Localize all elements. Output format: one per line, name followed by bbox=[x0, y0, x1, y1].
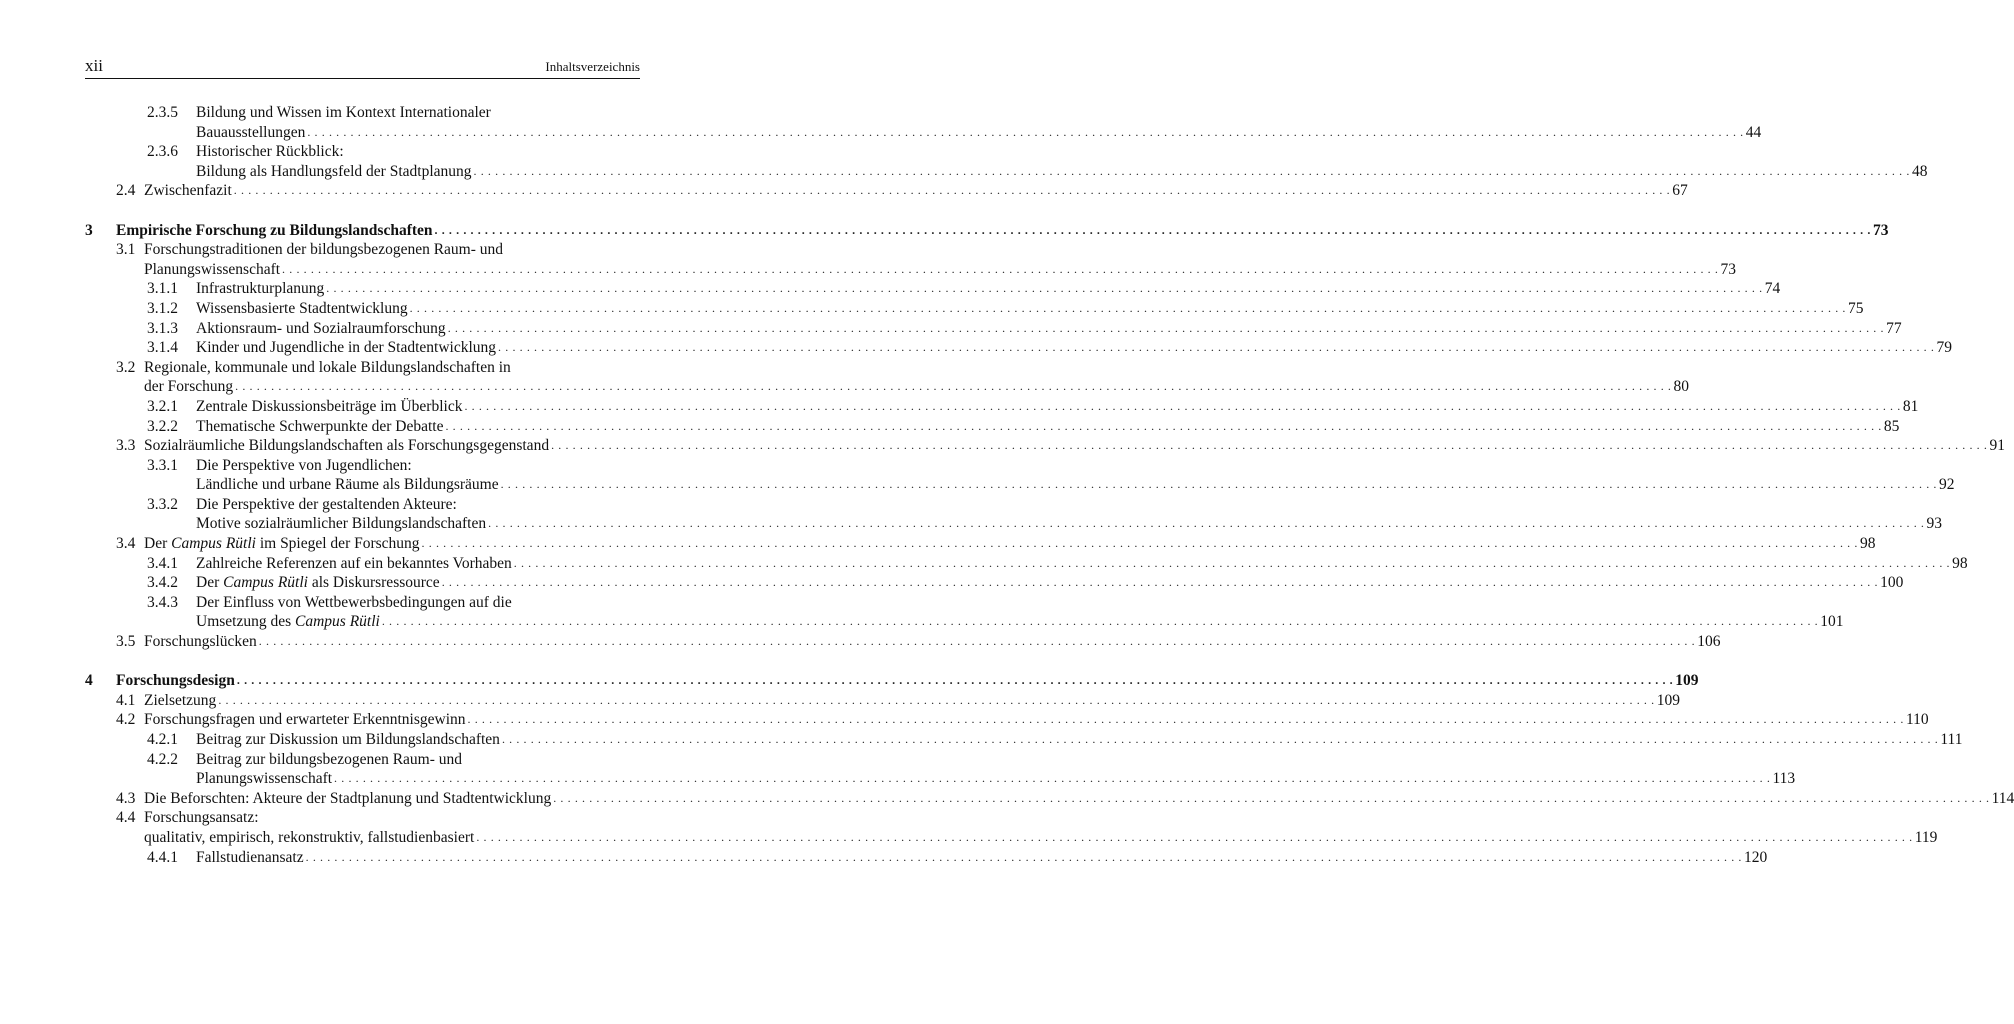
dot-leader: . . . . . . . . . . . . . . . . . . . . . . . . . . . . . . . . . . . . . . . . . . . . . . . . . . . . . . . . . . . . . . . . . . . . . . . . . . . . . . . . . . . . . . . . . . . . . . . . . . . . . . . . . . . . . . . . . . . . . . . . . . . . . . . . . . . . . . . . . . . . . . . . . . . . . . . . . . . . . . . . . . . . . . . . . . . . . . . . . . . . . . . . . . . . . . . . . . . . . . . . bbox=[218, 692, 1655, 707]
dot-leader: . . . . . . . . . . . . . . . . . . . . . . . . . . . . . . . . . . . . . . . . . . . . . . . . . . . . . . . . . . . . . . . . . . . . . . . . . . . . . . . . . . . . . . . . . . . . . . . . . . . . . . . . . . . . . . . . . . . . . . . . . . . . . . . . . . . . . . . . . . . . . . . . . . . . . . . . . . . . . . . . . . . . . . . . . . . . . . . . . . . . . . . . . . . . . . . . . . . . . . . . bbox=[236, 673, 1674, 688]
toc-entry-title-part: Zwischenfazit bbox=[144, 182, 232, 200]
toc-entry-number: 2.3.5 bbox=[147, 104, 178, 121]
toc-entry-number: 3.4.1 bbox=[147, 554, 178, 572]
toc-entry-page: 79 bbox=[1936, 339, 1952, 357]
toc-entry-page: 48 bbox=[1911, 162, 1928, 180]
toc-entry-number: 4.1 bbox=[116, 691, 136, 709]
dot-leader: . . . . . . . . . . . . . . . . . . . . . . . . . . . . . . . . . . . . . . . . . . . . . . . . . . . . . . . . . . . . . . . . . . . . . . . . . . . . . . . . . . . . . . . . . . . . . . . . . . . . . . . . . . . . . . . . . . . . . . . . . . . . . . . . . . . . . . . . . . . . . . . . . . . . . . . . . . . . . . . . . . . . . . . . . . . . . . . . . . . . . . . . . . . . . . . . . . . . . . . . bbox=[434, 222, 1871, 237]
toc-entry-page: 101 bbox=[1820, 613, 1844, 631]
toc-entry-title bbox=[196, 397, 462, 417]
toc-entry bbox=[85, 377, 1690, 397]
dot-leader: . . . . . . . . . . . . . . . . . . . . . . . . . . . . . . . . . . . . . . . . . . . . . . . . . . . . . . . . . . . . . . . . . . . . . . . . . . . . . . . . . . . . . . . . . . . . . . . . . . . . . . . . . . . . . . . . . . . . . . . . . . . . . . . . . . . . . . . . . . . . . . . . . . . . . . . . . . . . . . . . . . . . . . . . . . . . . . . . . . . . . . . . . . . . . . . . . . . . . . . . bbox=[421, 536, 1858, 551]
toc-entry bbox=[85, 789, 2014, 809]
toc-entry bbox=[85, 632, 1721, 652]
toc-entry-title bbox=[196, 417, 443, 437]
toc-entry-number: 3.5 bbox=[116, 633, 136, 651]
toc-entry-title bbox=[196, 279, 324, 299]
toc-entry bbox=[85, 691, 1680, 711]
toc-entry-page: 110 bbox=[1905, 711, 1929, 729]
toc-entry bbox=[85, 142, 640, 162]
toc-entry-page: 109 bbox=[1675, 672, 1699, 690]
toc-entry-page: 92 bbox=[1939, 476, 1955, 494]
toc-entry-title-part: als Diskursressource bbox=[307, 574, 440, 592]
toc-entry bbox=[85, 848, 1768, 868]
toc-entry-title-part: qualitativ, empirisch, rekonstruktiv, fallstudienbasiert bbox=[144, 828, 475, 846]
toc-entry-number: 3.4.3 bbox=[147, 593, 178, 611]
toc-entry bbox=[85, 750, 640, 770]
toc-entry-page: 98 bbox=[1859, 535, 1876, 553]
toc-entry-page: 120 bbox=[1744, 848, 1768, 866]
dot-leader: . . . . . . . . . . . . . . . . . . . . . . . . . . . . . . . . . . . . . . . . . . . . . . . . . . . . . . . . . . . . . . . . . . . . . . . . . . . . . . . . . . . . . . . . . . . . . . . . . . . . . . . . . . . . . . . . . . . . . . . . . . . . . . . . . . . . . . . . . . . . . . . . . . . . . . . . . . . . . . . . . . . . . . . . . . . . . . . . . . . . . . . . . . . . . . . . . . . . . . . . bbox=[500, 477, 1938, 492]
running-title: Inhaltsverzeichnis bbox=[545, 59, 640, 74]
toc-entry-page: 91 bbox=[1989, 437, 2005, 455]
toc-entry bbox=[85, 417, 1900, 437]
toc-entry-title bbox=[144, 436, 549, 456]
toc-entry-title bbox=[144, 240, 503, 260]
dot-leader: . . . . . . . . . . . . . . . . . . . . . . . . . . . . . . . . . . . . . . . . . . . . . . . . . . . . . . . . . . . . . . . . . . . . . . . . . . . . . . . . . . . . . . . . . . . . . . . . . . . . . . . . . . . . . . . . . . . . . . . . . . . . . . . . . . . . . . . . . . . . . . . . . . . . . . . . . . . . . . . . . . . . . . . . . . . . . . . . . . . . . . . . . . . . . . . . . . . . . . . . bbox=[307, 124, 1744, 139]
toc-entry-title-part: Beitrag zur Diskussion um Bildungslandschaften bbox=[196, 731, 500, 748]
toc-entry-page: 73 bbox=[1720, 260, 1736, 278]
toc-entry-title-part: Forschungstraditionen der bildungsbezogenen Raum- und bbox=[144, 241, 504, 259]
toc-entry-title bbox=[196, 495, 457, 515]
toc-entry-title-part: Campus Rütli bbox=[295, 613, 380, 631]
toc-entry-page: 100 bbox=[1880, 574, 1904, 592]
toc-entry-page: 75 bbox=[1848, 299, 1864, 317]
dot-leader: . . . . . . . . . . . . . . . . . . . . . . . . . . . . . . . . . . . . . . . . . . . . . . . . . . . . . . . . . . . . . . . . . . . . . . . . . . . . . . . . . . . . . . . . . . . . . . . . . . . . . . . . . . . . . . . . . . . . . . . . . . . . . . . . . . . . . . . . . . . . . . . . . . . . . . . . . . . . . . . . . . . . . . . . . . . . . . . . . . . . . . . . . . . . . . . . . . . . . . . . bbox=[553, 790, 1990, 805]
toc-entry-title-part: Umsetzung des bbox=[196, 613, 296, 631]
running-header bbox=[85, 56, 640, 79]
toc-entry-page: 80 bbox=[1673, 378, 1690, 396]
toc-entry-title bbox=[196, 142, 344, 162]
toc-entry-title-part: Bildung als Handlungsfeld der Stadtplanung bbox=[196, 162, 472, 180]
toc-entry-title-part: Regionale, kommunale und lokale Bildungslandschaften in bbox=[144, 358, 511, 376]
toc-entry-title bbox=[196, 554, 512, 574]
toc-entry-title-part: Der bbox=[144, 535, 172, 553]
toc-entry bbox=[85, 279, 1781, 299]
toc-entry-title-part: Campus Rütli bbox=[171, 535, 256, 553]
toc-entry bbox=[85, 554, 1968, 574]
toc-entry-title bbox=[196, 475, 499, 495]
toc-entry-number: 3.1 bbox=[116, 241, 136, 259]
toc-entry-page: 85 bbox=[1883, 417, 1900, 435]
toc-entry-title-part: Infrastrukturplanung bbox=[196, 280, 325, 298]
toc-entry-number: 4.2.1 bbox=[147, 731, 178, 748]
dot-leader: . . . . . . . . . . . . . . . . . . . . . . . . . . . . . . . . . . . . . . . . . . . . . . . . . . . . . . . . . . . . . . . . . . . . . . . . . . . . . . . . . . . . . . . . . . . . . . . . . . . . . . . . . . . . . . . . . . . . . . . . . . . . . . . . . . . . . . . . . . . . . . . . . . . . . . . . . . . . . . . . . . . . . . . . . . . . . . . . . . . . . . . . . . . . . . . . . . . . . . . . bbox=[464, 398, 1901, 413]
toc-entry-page: 113 bbox=[1772, 770, 1796, 788]
toc-entry-title bbox=[144, 710, 466, 730]
toc-entry bbox=[85, 475, 1955, 495]
toc-entry-title bbox=[196, 162, 472, 182]
toc-entry-title bbox=[144, 691, 216, 711]
toc-entry bbox=[85, 808, 640, 828]
toc-entry-title bbox=[196, 514, 486, 534]
toc-entry bbox=[85, 123, 1762, 143]
toc-entry-title-part: Planungswissenschaft bbox=[196, 770, 333, 788]
toc-entry-title bbox=[196, 456, 412, 476]
toc-entry-title-part: Campus Rütli bbox=[223, 574, 308, 592]
toc-entry-number: 3.1.1 bbox=[147, 280, 178, 298]
toc-entry bbox=[85, 162, 1928, 182]
toc-entry bbox=[85, 514, 1943, 534]
toc-entry-page: 109 bbox=[1656, 691, 1680, 709]
toc-entry-number: 4 bbox=[85, 672, 93, 690]
toc-entry-title bbox=[144, 181, 232, 201]
toc-entry-title-part: Zentrale Diskussionsbeiträge im Überblick bbox=[196, 397, 463, 415]
toc-entry bbox=[85, 730, 1963, 750]
toc-entry-page: 67 bbox=[1672, 182, 1688, 200]
toc-entry-page: 77 bbox=[1886, 319, 1902, 337]
toc-entry bbox=[85, 260, 1736, 280]
toc-entry-page: 119 bbox=[1914, 828, 1938, 846]
toc-entry-number: 3.1.4 bbox=[147, 339, 178, 357]
toc-entry-title bbox=[144, 377, 233, 397]
dot-leader: . . . . . . . . . . . . . . . . . . . . . . . . . . . . . . . . . . . . . . . . . . . . . . . . . . . . . . . . . . . . . . . . . . . . . . . . . . . . . . . . . . . . . . . . . . . . . . . . . . . . . . . . . . . . . . . . . . . . . . . . . . . . . . . . . . . . . . . . . . . . . . . . . . . . . . . . . . . . . . . . . . . . . . . . . . . . . . . . . . . . . . . . . . . . . . . . . . . . . . . . bbox=[233, 183, 1671, 198]
toc-entry-title-part: Der bbox=[196, 574, 224, 592]
toc-entry-title-part: Die Perspektive von Jugendlichen: bbox=[196, 456, 412, 474]
toc-entry-number: 3.1.3 bbox=[147, 319, 178, 337]
toc-entry bbox=[85, 828, 1938, 848]
toc-entry bbox=[85, 240, 640, 260]
dot-leader: . . . . . . . . . . . . . . . . . . . . . . . . . . . . . . . . . . . . . . . . . . . . . . . . . . . . . . . . . . . . . . . . . . . . . . . . . . . . . . . . . . . . . . . . . . . . . . . . . . . . . . . . . . . . . . . . . . . . . . . . . . . . . . . . . . . . . . . . . . . . . . . . . . . . . . . . . . . . . . . . . . . . . . . . . . . . . . . . . . . . . . . . . . . . . . . . . . . . . . . . bbox=[445, 418, 1882, 433]
toc-entry-title bbox=[144, 534, 420, 554]
dot-leader: . . . . . . . . . . . . . . . . . . . . . . . . . . . . . . . . . . . . . . . . . . . . . . . . . . . . . . . . . . . . . . . . . . . . . . . . . . . . . . . . . . . . . . . . . . . . . . . . . . . . . . . . . . . . . . . . . . . . . . . . . . . . . . . . . . . . . . . . . . . . . . . . . . . . . . . . . . . . . . . . . . . . . . . . . . . . . . . . . . . . . . . . . . . . . . . . . . . . . . . . bbox=[441, 575, 1879, 590]
toc-entry-title-part: Zielsetzung bbox=[144, 691, 217, 709]
toc-entry-number: 3.3 bbox=[116, 437, 136, 455]
toc-entry-title-part: Forschungslücken bbox=[144, 633, 257, 651]
toc-entry bbox=[85, 397, 1919, 417]
toc-entry bbox=[85, 319, 1902, 339]
toc-entry-title-part: Bauausstellungen bbox=[196, 123, 306, 141]
toc-entry-number: 3.1.2 bbox=[147, 299, 178, 317]
toc-entry bbox=[85, 456, 640, 476]
toc-entry-page: 73 bbox=[1872, 221, 1889, 239]
toc-entry bbox=[85, 671, 1699, 691]
toc-entry-title-part: Planungswissenschaft bbox=[144, 260, 281, 278]
toc-entry bbox=[85, 103, 640, 123]
toc-entry-title bbox=[144, 789, 551, 809]
dot-leader: . . . . . . . . . . . . . . . . . . . . . . . . . . . . . . . . . . . . . . . . . . . . . . . . . . . . . . . . . . . . . . . . . . . . . . . . . . . . . . . . . . . . . . . . . . . . . . . . . . . . . . . . . . . . . . . . . . . . . . . . . . . . . . . . . . . . . . . . . . . . . . . . . . . . . . . . . . . . . . . . . . . . . . . . . . . . . . . . . . . . . . . . . . . . . . . . . . . . . . . . bbox=[326, 281, 1763, 296]
toc-entry-page: 114 bbox=[1991, 789, 2014, 807]
toc-entry-title-part: Bildung und Wissen im Kontext Internationaler bbox=[196, 104, 491, 121]
dot-leader: . . . . . . . . . . . . . . . . . . . . . . . . . . . . . . . . . . . . . . . . . . . . . . . . . . . . . . . . . . . . . . . . . . . . . . . . . . . . . . . . . . . . . . . . . . . . . . . . . . . . . . . . . . . . . . . . . . . . . . . . . . . . . . . . . . . . . . . . . . . . . . . . . . . . . . . . . . . . . . . . . . . . . . . . . . . . . . . . . . . . . . . . . . . . . . . . . . . . . . . . bbox=[305, 849, 1743, 864]
toc-entry-title-part: Forschungsdesign bbox=[116, 672, 235, 690]
toc-entry-number: 4.4.1 bbox=[147, 848, 178, 866]
toc-entry-title-part: der Forschung bbox=[144, 378, 234, 396]
toc-entry-title bbox=[144, 358, 511, 378]
dot-leader: . . . . . . . . . . . . . . . . . . . . . . . . . . . . . . . . . . . . . . . . . . . . . . . . . . . . . . . . . . . . . . . . . . . . . . . . . . . . . . . . . . . . . . . . . . . . . . . . . . . . . . . . . . . . . . . . . . . . . . . . . . . . . . . . . . . . . . . . . . . . . . . . . . . . . . . . . . . . . . . . . . . . . . . . . . . . . . . . . . . . . . . . . . . . . . . . . . . . . . . . bbox=[476, 829, 1913, 844]
dot-leader: . . . . . . . . . . . . . . . . . . . . . . . . . . . . . . . . . . . . . . . . . . . . . . . . . . . . . . . . . . . . . . . . . . . . . . . . . . . . . . . . . . . . . . . . . . . . . . . . . . . . . . . . . . . . . . . . . . . . . . . . . . . . . . . . . . . . . . . . . . . . . . . . . . . . . . . . . . . . . . . . . . . . . . . . . . . . . . . . . . . . . . . . . . . . . . . . . . . . . . . . bbox=[334, 771, 1771, 786]
toc-entry-title bbox=[144, 808, 259, 828]
toc-entry-title bbox=[196, 573, 440, 593]
toc-entry-title-part: im Spiegel der Forschung bbox=[255, 535, 420, 553]
toc-entry-title-part: Historischer Rückblick: bbox=[196, 143, 344, 161]
toc-entry-title-part: Kinder und Jugendliche in der Stadtentwicklung bbox=[196, 339, 497, 357]
toc-entry-title-part: Thematische Schwerpunkte der Debatte bbox=[196, 417, 444, 435]
toc-entry-title-part: Forschungsfragen und erwarteter Erkenntnisgewinn bbox=[144, 711, 466, 729]
toc-entry-page: 74 bbox=[1764, 280, 1781, 298]
toc-entry-page: 106 bbox=[1697, 633, 1721, 651]
toc-entry bbox=[85, 769, 1796, 789]
toc-entry-title bbox=[196, 299, 408, 319]
toc-entry-number: 3.2.1 bbox=[147, 397, 178, 415]
toc-entry-title-part: Beitrag zur bildungsbezogenen Raum- und bbox=[196, 750, 463, 768]
toc-entry bbox=[85, 612, 1844, 632]
toc-entry-title-part: Die Beforschten: Akteure der Stadtplanung und Stadtentwicklung bbox=[144, 789, 552, 807]
toc-entry-title bbox=[196, 769, 332, 789]
toc-entry-number: 2.4 bbox=[116, 182, 136, 200]
toc-entry-title-part: Wissensbasierte Stadtentwicklung bbox=[196, 299, 408, 317]
toc-entry-page: 98 bbox=[1952, 554, 1968, 572]
toc-entry-title-part: Empirische Forschung zu Bildungslandschaften bbox=[116, 221, 433, 239]
toc-entry-number: 4.3 bbox=[116, 789, 136, 807]
toc-entry bbox=[85, 534, 1876, 554]
toc-entry bbox=[85, 358, 640, 378]
toc-entry bbox=[85, 573, 1904, 593]
toc-entry-number: 3.4 bbox=[116, 535, 136, 553]
toc-entry-number: 3.2 bbox=[116, 358, 136, 376]
toc-entry bbox=[85, 710, 1929, 730]
toc-entry-title-part: Fallstudienansatz bbox=[196, 848, 304, 866]
toc-entry-title-part: Sozialräumliche Bildungslandschaften als Forschungsgegenstand bbox=[144, 437, 550, 455]
dot-leader: . . . . . . . . . . . . . . . . . . . . . . . . . . . . . . . . . . . . . . . . . . . . . . . . . . . . . . . . . . . . . . . . . . . . . . . . . . . . . . . . . . . . . . . . . . . . . . . . . . . . . . . . . . . . . . . . . . . . . . . . . . . . . . . . . . . . . . . . . . . . . . . . . . . . . . . . . . . . . . . . . . . . . . . . . . . . . . . . . . . . . . . . . . . . . . . . . . . . . . . . bbox=[409, 300, 1847, 315]
dot-leader: . . . . . . . . . . . . . . . . . . . . . . . . . . . . . . . . . . . . . . . . . . . . . . . . . . . . . . . . . . . . . . . . . . . . . . . . . . . . . . . . . . . . . . . . . . . . . . . . . . . . . . . . . . . . . . . . . . . . . . . . . . . . . . . . . . . . . . . . . . . . . . . . . . . . . . . . . . . . . . . . . . . . . . . . . . . . . . . . . . . . . . . . . . . . . . . . . . . . . . . . bbox=[447, 320, 1885, 335]
toc-entry-title bbox=[144, 828, 474, 848]
dot-leader: . . . . . . . . . . . . . . . . . . . . . . . . . . . . . . . . . . . . . . . . . . . . . . . . . . . . . . . . . . . . . . . . . . . . . . . . . . . . . . . . . . . . . . . . . . . . . . . . . . . . . . . . . . . . . . . . . . . . . . . . . . . . . . . . . . . . . . . . . . . . . . . . . . . . . . . . . . . . . . . . . . . . . . . . . . . . . . . . . . . . . . . . . . . . . . . . . . . . . . . . bbox=[551, 438, 1988, 453]
toc-entry-title bbox=[116, 221, 433, 241]
toc-entry-number: 4.4 bbox=[116, 809, 136, 827]
toc-entry bbox=[85, 221, 1889, 241]
dot-leader: . . . . . . . . . . . . . . . . . . . . . . . . . . . . . . . . . . . . . . . . . . . . . . . . . . . . . . . . . . . . . . . . . . . . . . . . . . . . . . . . . . . . . . . . . . . . . . . . . . . . . . . . . . . . . . . . . . . . . . . . . . . . . . . . . . . . . . . . . . . . . . . . . . . . . . . . . . . . . . . . . . . . . . . . . . . . . . . . . . . . . . . . . . . . . . . . . . . . . . . . bbox=[498, 340, 1935, 355]
toc-entry-number: 3.3.1 bbox=[147, 456, 178, 474]
toc-entry-page: 81 bbox=[1902, 397, 1919, 415]
toc-entry-title bbox=[196, 123, 305, 143]
dot-leader: . . . . . . . . . . . . . . . . . . . . . . . . . . . . . . . . . . . . . . . . . . . . . . . . . . . . . . . . . . . . . . . . . . . . . . . . . . . . . . . . . . . . . . . . . . . . . . . . . . . . . . . . . . . . . . . . . . . . . . . . . . . . . . . . . . . . . . . . . . . . . . . . . . . . . . . . . . . . . . . . . . . . . . . . . . . . . . . . . . . . . . . . . . . . . . . . . . . . . . . . bbox=[381, 614, 1819, 629]
table-of-contents bbox=[85, 103, 2014, 867]
toc-entry-number: 4.2 bbox=[116, 711, 136, 729]
dot-leader: . . . . . . . . . . . . . . . . . . . . . . . . . . . . . . . . . . . . . . . . . . . . . . . . . . . . . . . . . . . . . . . . . . . . . . . . . . . . . . . . . . . . . . . . . . . . . . . . . . . . . . . . . . . . . . . . . . . . . . . . . . . . . . . . . . . . . . . . . . . . . . . . . . . . . . . . . . . . . . . . . . . . . . . . . . . . . . . . . . . . . . . . . . . . . . . . . . . . . . . . bbox=[488, 516, 1925, 531]
toc-entry bbox=[85, 593, 640, 613]
toc-entry bbox=[85, 338, 1952, 358]
toc-entry-page: 44 bbox=[1745, 123, 1762, 141]
toc-entry-title bbox=[196, 848, 304, 868]
toc-entry-title-part: Die Perspektive der gestaltenden Akteure: bbox=[196, 495, 457, 513]
toc-entry-title bbox=[196, 338, 496, 358]
dot-leader: . . . . . . . . . . . . . . . . . . . . . . . . . . . . . . . . . . . . . . . . . . . . . . . . . . . . . . . . . . . . . . . . . . . . . . . . . . . . . . . . . . . . . . . . . . . . . . . . . . . . . . . . . . . . . . . . . . . . . . . . . . . . . . . . . . . . . . . . . . . . . . . . . . . . . . . . . . . . . . . . . . . . . . . . . . . . . . . . . . . . . . . . . . . . . . . . . . . . . . . . bbox=[235, 379, 1672, 394]
toc-entry-title-part: Aktionsraum- und Sozialraumforschung bbox=[196, 319, 446, 337]
toc-entry-title bbox=[144, 260, 280, 280]
toc-entry-title-part: Motive sozialräumlicher Bildungslandschaften bbox=[196, 515, 487, 533]
toc-entry-title bbox=[116, 671, 235, 691]
toc-entry bbox=[85, 436, 2005, 456]
toc-entry-title bbox=[196, 730, 500, 750]
toc-entry-number: 4.2.2 bbox=[147, 750, 178, 768]
toc-entry-number: 3.3.2 bbox=[147, 495, 178, 513]
toc-entry-page: 93 bbox=[1926, 515, 1943, 533]
toc-entry-title bbox=[196, 612, 380, 632]
toc-entry-number: 2.3.6 bbox=[147, 143, 178, 161]
toc-entry-title bbox=[196, 593, 512, 613]
dot-leader: . . . . . . . . . . . . . . . . . . . . . . . . . . . . . . . . . . . . . . . . . . . . . . . . . . . . . . . . . . . . . . . . . . . . . . . . . . . . . . . . . . . . . . . . . . . . . . . . . . . . . . . . . . . . . . . . . . . . . . . . . . . . . . . . . . . . . . . . . . . . . . . . . . . . . . . . . . . . . . . . . . . . . . . . . . . . . . . . . . . . . . . . . . . . . . . . . . . . . . . . bbox=[258, 634, 1696, 649]
toc-entry-title bbox=[196, 103, 491, 123]
toc-entry-title-part: Zahlreiche Referenzen auf ein bekanntes Vorhaben bbox=[196, 554, 512, 572]
dot-leader: . . . . . . . . . . . . . . . . . . . . . . . . . . . . . . . . . . . . . . . . . . . . . . . . . . . . . . . . . . . . . . . . . . . . . . . . . . . . . . . . . . . . . . . . . . . . . . . . . . . . . . . . . . . . . . . . . . . . . . . . . . . . . . . . . . . . . . . . . . . . . . . . . . . . . . . . . . . . . . . . . . . . . . . . . . . . . . . . . . . . . . . . . . . . . . . . . . . . . . . . bbox=[501, 732, 1939, 746]
dot-leader: . . . . . . . . . . . . . . . . . . . . . . . . . . . . . . . . . . . . . . . . . . . . . . . . . . . . . . . . . . . . . . . . . . . . . . . . . . . . . . . . . . . . . . . . . . . . . . . . . . . . . . . . . . . . . . . . . . . . . . . . . . . . . . . . . . . . . . . . . . . . . . . . . . . . . . . . . . . . . . . . . . . . . . . . . . . . . . . . . . . . . . . . . . . . . . . . . . . . . . . . bbox=[282, 261, 1719, 276]
toc-entry bbox=[85, 495, 640, 515]
toc-entry-title-part: Ländliche und urbane Räume als Bildungsräume bbox=[196, 476, 499, 494]
toc-entry bbox=[85, 299, 1864, 319]
toc-entry-number: 3 bbox=[85, 221, 93, 239]
toc-entry bbox=[85, 181, 1688, 201]
dot-leader: . . . . . . . . . . . . . . . . . . . . . . . . . . . . . . . . . . . . . . . . . . . . . . . . . . . . . . . . . . . . . . . . . . . . . . . . . . . . . . . . . . . . . . . . . . . . . . . . . . . . . . . . . . . . . . . . . . . . . . . . . . . . . . . . . . . . . . . . . . . . . . . . . . . . . . . . . . . . . . . . . . . . . . . . . . . . . . . . . . . . . . . . . . . . . . . . . . . . . . . . bbox=[513, 555, 1951, 570]
toc-entry-page: 111 bbox=[1940, 731, 1963, 748]
toc-entry-title-part: Der Einfluss von Wettbewerbsbedingungen auf die bbox=[196, 593, 512, 611]
page-number: xii bbox=[85, 56, 103, 75]
toc-entry-title bbox=[144, 632, 257, 652]
toc-entry-number: 3.4.2 bbox=[147, 574, 178, 592]
toc-entry-number: 3.2.2 bbox=[147, 417, 178, 435]
toc-entry-title bbox=[196, 319, 446, 339]
toc-entry-title-part: Forschungsansatz: bbox=[144, 809, 259, 827]
dot-leader: . . . . . . . . . . . . . . . . . . . . . . . . . . . . . . . . . . . . . . . . . . . . . . . . . . . . . . . . . . . . . . . . . . . . . . . . . . . . . . . . . . . . . . . . . . . . . . . . . . . . . . . . . . . . . . . . . . . . . . . . . . . . . . . . . . . . . . . . . . . . . . . . . . . . . . . . . . . . . . . . . . . . . . . . . . . . . . . . . . . . . . . . . . . . . . . . . . . . . . . . bbox=[473, 163, 1910, 178]
toc-entry-title bbox=[196, 750, 462, 770]
dot-leader: . . . . . . . . . . . . . . . . . . . . . . . . . . . . . . . . . . . . . . . . . . . . . . . . . . . . . . . . . . . . . . . . . . . . . . . . . . . . . . . . . . . . . . . . . . . . . . . . . . . . . . . . . . . . . . . . . . . . . . . . . . . . . . . . . . . . . . . . . . . . . . . . . . . . . . . . . . . . . . . . . . . . . . . . . . . . . . . . . . . . . . . . . . . . . . . . . . . . . . . . bbox=[467, 712, 1904, 727]
